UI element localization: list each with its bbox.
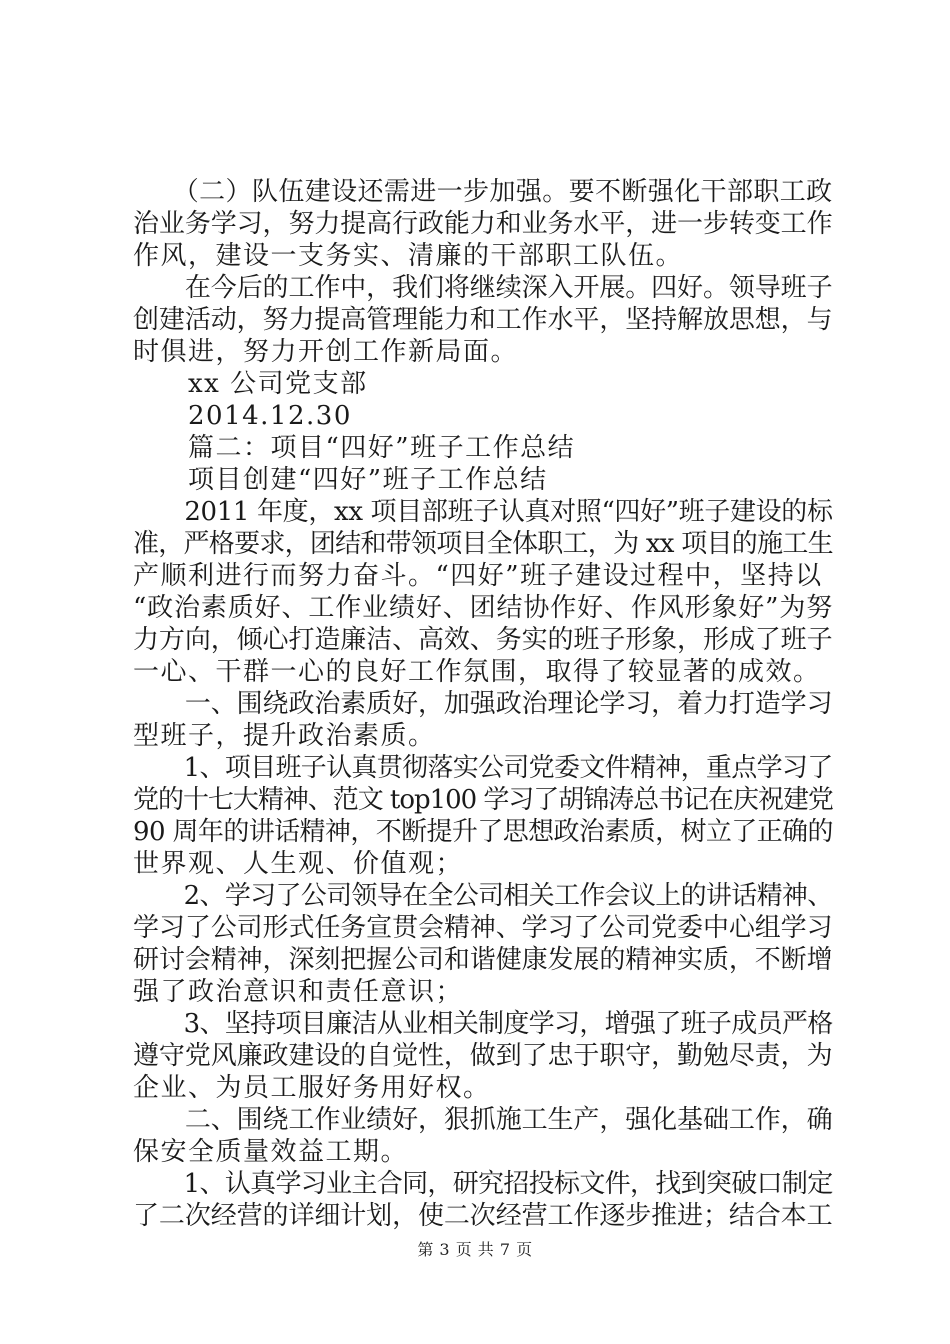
text-line: 强了政治意识和责任意识；	[133, 977, 464, 1007]
text-line: 创建活动，努力提高管理能力和工作水平，坚持解放思想，与	[133, 305, 833, 335]
text-line: （二）队伍建设还需进一步加强。要不断强化干部职工政	[133, 177, 833, 207]
text-line: 准，严格要求，团结和带领项目全体职工，为 xx 项目的施工生	[133, 529, 833, 559]
text-line: 时俱进，努力开创工作新局面。	[133, 337, 519, 367]
text-line: 保安全质量效益工期。	[133, 1137, 409, 1167]
text-line: 学习了公司形式任务宣贯会精神、学习了公司党委中心组学习	[133, 913, 833, 943]
text-line: 2、学习了公司领导在全公司相关工作会议上的讲话精神、	[133, 881, 833, 911]
text-line: 3、坚持项目廉洁从业相关制度学习，增强了班子成员严格	[133, 1009, 833, 1039]
text-line: 在今后的工作中，我们将继续深入开展。四好。领导班子	[133, 273, 833, 303]
text-line: 一心、干群一心的良好工作氛围，取得了较显著的成效。	[133, 657, 821, 687]
text-line: 遵守党风廉政建设的自觉性，做到了忠于职守，勤勉尽责，为	[133, 1041, 833, 1071]
text-line: 了二次经营的详细计划，使二次经营工作逐步推进；结合本工	[133, 1201, 833, 1231]
text-line: 力方向，倾心打造廉洁、高效、务实的班子形象，形成了班子	[133, 625, 833, 655]
text-line: 一、围绕政治素质好，加强政治理论学习，着力打造学习	[133, 689, 833, 719]
text-line: 2011 年度，xx 项目部班子认真对照“四好”班子建设的标	[133, 497, 833, 527]
text-line: 治业务学习，努力提高行政能力和业务水平，进一步转变工作	[133, 209, 833, 239]
text-line: 二、围绕工作业绩好，狠抓施工生产，强化基础工作，确	[133, 1105, 833, 1135]
text-line: 研讨会精神，深刻把握公司和谐健康发展的精神实质，不断增	[133, 945, 833, 975]
page-footer: 第 3 页 共 7 页	[417, 1240, 533, 1259]
text-line: 党的十七大精神、范文 top100 学习了胡锦涛总书记在庆祝建党	[133, 785, 833, 815]
text-line: 1、认真学习业主合同，研究招投标文件，找到突破口制定	[133, 1169, 833, 1199]
text-line: 作风，建设一支务实、清廉的干部职工队伍。	[133, 241, 684, 271]
text-line: 产顺利进行而努力奋斗。“四好”班子建设过程中，坚持以	[133, 561, 823, 591]
section-heading: 篇二：项目“四好”班子工作总结	[133, 433, 576, 463]
signature-date: 2014.12.30	[133, 401, 352, 431]
text-line: 型班子，提升政治素质。	[133, 721, 436, 751]
section-title: 项目创建“四好”班子工作总结	[133, 465, 548, 495]
text-line: 90 周年的讲话精神，不断提升了思想政治素质，树立了正确的	[133, 817, 833, 847]
text-line: 企业、为员工服好务用好权。	[133, 1073, 491, 1103]
text-line: “政治素质好、工作业绩好、团结协作好、作风形象好”为努	[133, 593, 834, 623]
text-line: 世界观、人生观、价值观；	[133, 849, 464, 879]
text-line: 1、项目班子认真贯彻落实公司党委文件精神，重点学习了	[133, 753, 833, 783]
signature-org: xx 公司党支部	[133, 369, 368, 399]
